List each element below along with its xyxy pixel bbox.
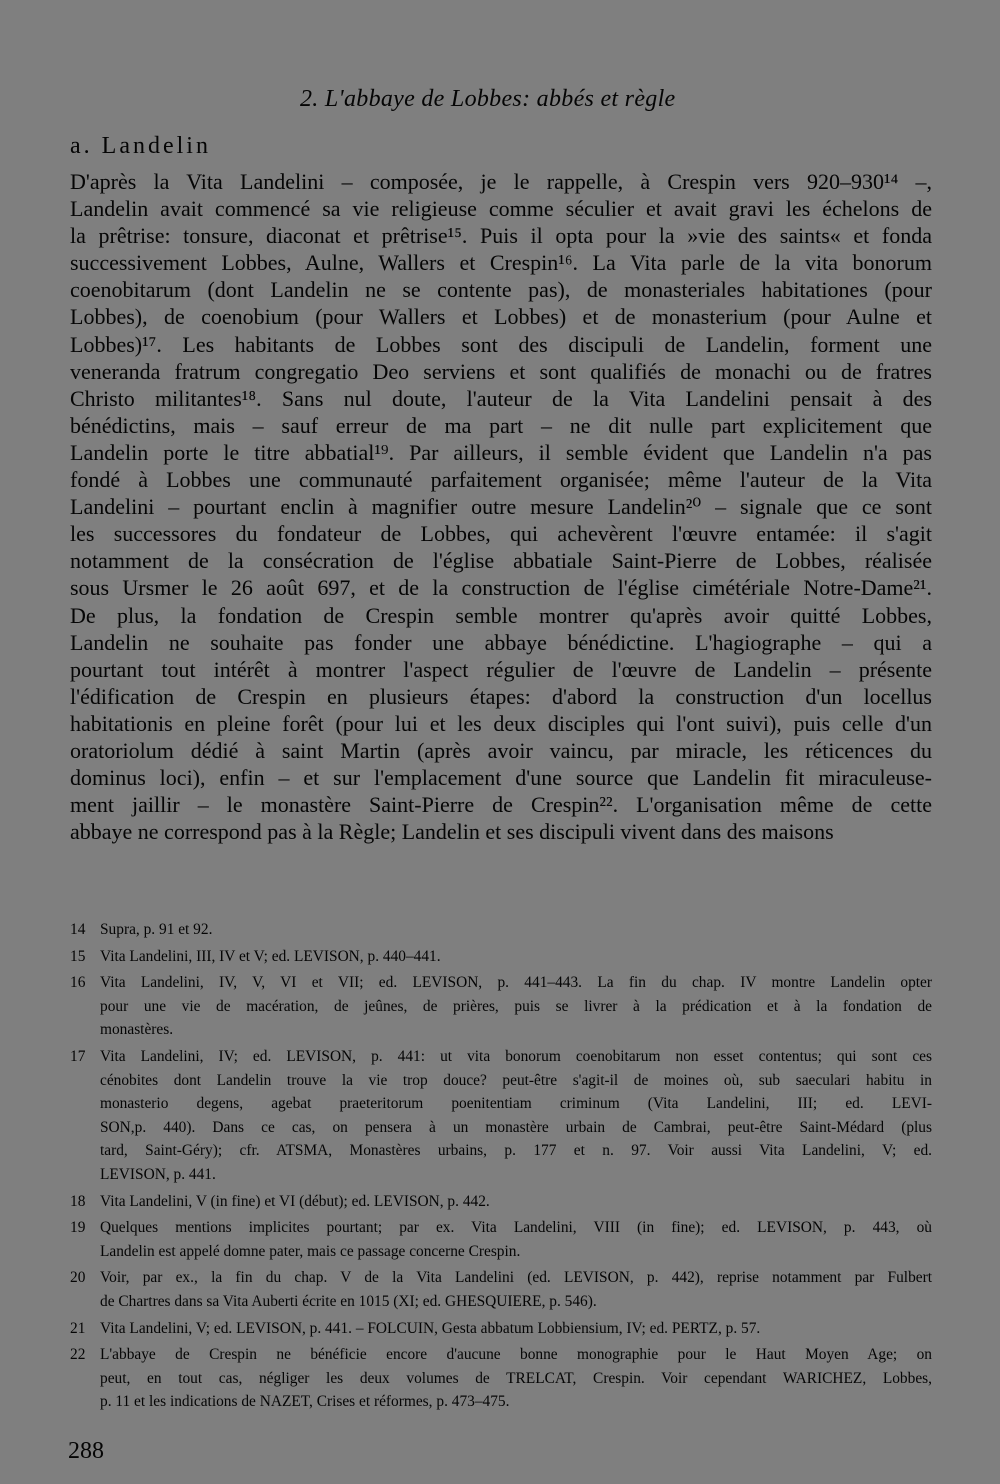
body-line: pourtant tout intérêt à montrer l'aspect régulier de l'œuvre de Landelin – présente: [70, 656, 932, 682]
footnote: [70, 1216, 932, 1263]
footnote-line: Vita Landelini, V; ed. LEVISON, p. 441. – FOLCUIN, Gesta abbatum Lobbiensium, IV; ed. PERTZ, p. 57.: [100, 1319, 761, 1337]
body-line: Lobbes)¹⁷. Les habitants de Lobbes sont des discipuli de Landelin, forment une: [70, 331, 932, 357]
footnote-line: peut, en tout cas, négliger les deux volumes de TRELCAT, Crespin. Voir cependant WARICHEZ, Lobbes,: [100, 1369, 932, 1387]
footnote: [70, 1343, 932, 1414]
footnote: [70, 918, 932, 942]
body-line: dominus loci), enfin – et sur l'emplacement d'une source que Landelin fit miraculeuse-: [70, 765, 932, 791]
page-number: 288: [68, 1438, 104, 1464]
footnote: [70, 971, 932, 1042]
body-line: Christo militantes¹⁸. Sans nul doute, l'auteur de la Vita Landelini pensait à des: [70, 385, 932, 411]
footnote-line: p. 11 et les indications de NAZET, Crises et réformes, p. 473–475.: [100, 1393, 510, 1411]
footnote-number: 17: [70, 1047, 86, 1065]
footnote: [70, 1190, 932, 1214]
footnote: [70, 1045, 932, 1187]
body-line: bénédictins, mais – sauf erreur de ma part – ne dit nulle part explicitement que: [70, 412, 932, 438]
footnote-line: Vita Landelini, V (in fine) et VI (début); ed. LEVISON, p. 442.: [100, 1192, 490, 1210]
body-line: Landelin porte le titre abbatial¹⁹. Par ailleurs, il semble évident que Landelin n'a pas: [70, 439, 932, 465]
body-line: oratoriolum dédié à saint Martin (après avoir vaincu, par miracle, les réticences du: [70, 737, 932, 763]
footnote-line: SON,p. 440). Dans ce cas, on pensera à un monastère urbain de Cambrai, peut-être Saint-Médard (plus: [100, 1118, 932, 1136]
footnote-number: 15: [70, 947, 86, 965]
footnote-number: 19: [70, 1219, 86, 1237]
footnote-line: monasterio degens, agebat praeteritorum poenitentiam criminum (Vita Landelini, III; ed. LEVI-: [100, 1095, 932, 1113]
body-line: Lobbes), de coenobium (pour Wallers et Lobbes) et de monasterium (pour Aulne et: [70, 304, 932, 330]
footnote-line: de Chartres dans sa Vita Auberti écrite en 1015 (XI; ed. GHESQUIERE, p. 546).: [100, 1292, 597, 1310]
body-line: successivement Lobbes, Aulne, Wallers et Crespin¹⁶. La Vita parle de la vita bonorum: [70, 250, 932, 276]
body-line: D'après la Vita Landelini – composée, je le rappelle, à Crespin vers 920–930¹⁴ –,: [70, 169, 932, 194]
footnote-line: Vita Landelini, IV; ed. LEVISON, p. 441: ut vita bonorum coenobitarum non esset contentus; qui sont ces: [100, 1047, 932, 1065]
body-line: notamment de la consécration de l'église abbatiale Saint-Pierre de Lobbes, réalisée: [70, 548, 932, 574]
footnote-line: cénobites dont Landelin trouve la vie trop douce? peut-être s'agit-il de moines où, sub saeculari habitu in: [100, 1071, 932, 1089]
footnote-line: Voir, par ex., la fin du chap. V de la Vita Landelini (ed. LEVISON, p. 442), reprise notamment par Fulbert: [100, 1269, 932, 1287]
footnote-number: 14: [70, 921, 86, 938]
body-line: l'édification de Crespin en plusieurs étapes: d'abord la construction d'un locellus: [70, 683, 932, 709]
footnote-number: 18: [70, 1192, 86, 1210]
footnote-line: tard, Saint-Géry); cfr. ATSMA, Monastères urbains, p. 177 et n. 97. Voir aussi Vita Landelini, V; ed.: [100, 1142, 932, 1160]
body-line: la prêtrise: tonsure, diaconat et prêtrise¹⁵. Puis il opta pour la »vie des saints« et fonda: [70, 223, 932, 249]
footnote-number: 16: [70, 974, 86, 992]
footnote-line: Landelin est appelé domne pater, mais ce passage concerne Crespin.: [100, 1242, 521, 1260]
body-line: veneranda fratrum congregatio Deo serviens et sont qualifiés de monachi ou de fratres: [70, 358, 932, 384]
footnote-number: 21: [70, 1319, 86, 1337]
footnote-line: LEVISON, p. 441.: [100, 1165, 216, 1183]
footnote-line: monastères.: [100, 1021, 174, 1039]
footnote-number: 22: [70, 1346, 86, 1364]
body-line: les successores du fondateur de Lobbes, qui achevèrent l'œuvre entamée: il s'agit: [70, 521, 932, 547]
footnote-line: Vita Landelini, IV, V, VI et VII; ed. LEVISON, p. 441–443. La fin du chap. IV montre Landelin opter: [100, 974, 932, 992]
footnote-line: L'abbaye de Crespin ne bénéficie encore d'aucune bonne monographie pour le Haut Moyen Age; on: [100, 1346, 932, 1364]
footnote: [70, 945, 932, 969]
body-line: Landelin ne souhaite pas fonder une abbaye bénédictine. L'hagiographe – qui a: [70, 629, 932, 655]
body-line: De plus, la fondation de Crespin semble montrer qu'après avoir quitté Lobbes,: [70, 602, 932, 628]
footnotes: [70, 918, 932, 1417]
section-title: 2. L'abbaye de Lobbes: abbés et règle: [300, 86, 676, 112]
body-line: sous Ursmer le 26 août 697, et de la construction de l'église cimétériale Notre-Dame²¹.: [70, 575, 932, 601]
footnote-line: Quelques mentions implicites pourtant; par ex. Vita Landelini, VIII (in fine); ed. LEVISON, p. 443, où: [100, 1219, 932, 1237]
body-line: Landelin avait commencé sa vie religieuse comme séculier et avait gravi les échelons de: [70, 196, 932, 222]
body-line: fondé à Lobbes une communauté parfaitement organisée; même l'auteur de la Vita: [70, 467, 932, 493]
footnote: [70, 1317, 932, 1341]
body-line: Landelini – pourtant enclin à magnifier outre mesure Landelin²⁰ – signale que ce sont: [70, 494, 932, 520]
body-line: ment jaillir – le monastère Saint-Pierre de Crespin²². L'organisation même de cette: [70, 792, 932, 818]
footnote-line: pour une vie de macération, de jeûnes, de prières, puis se livrer à la prédication et à la fondation de: [100, 997, 932, 1015]
subheading: a. Landelin: [70, 133, 211, 159]
footnote-number: 20: [70, 1269, 86, 1287]
body-line: abbaye ne correspond pas à la Règle; Landelin et ses discipuli vivent dans des maisons: [70, 819, 834, 845]
footnote-line: Supra, p. 91 et 92.: [100, 921, 213, 938]
body-text: [70, 168, 932, 845]
footnote: [70, 1266, 932, 1313]
body-line: habitationis en pleine forêt (pour lui et les deux disciples qui l'ont suivi), puis celle d'un: [70, 710, 932, 736]
footnote-line: Vita Landelini, III, IV et V; ed. LEVISON, p. 440–441.: [100, 947, 441, 965]
body-line: coenobitarum (dont Landelin ne se contente pas), de monasteriales habitationes (pour: [70, 277, 932, 303]
